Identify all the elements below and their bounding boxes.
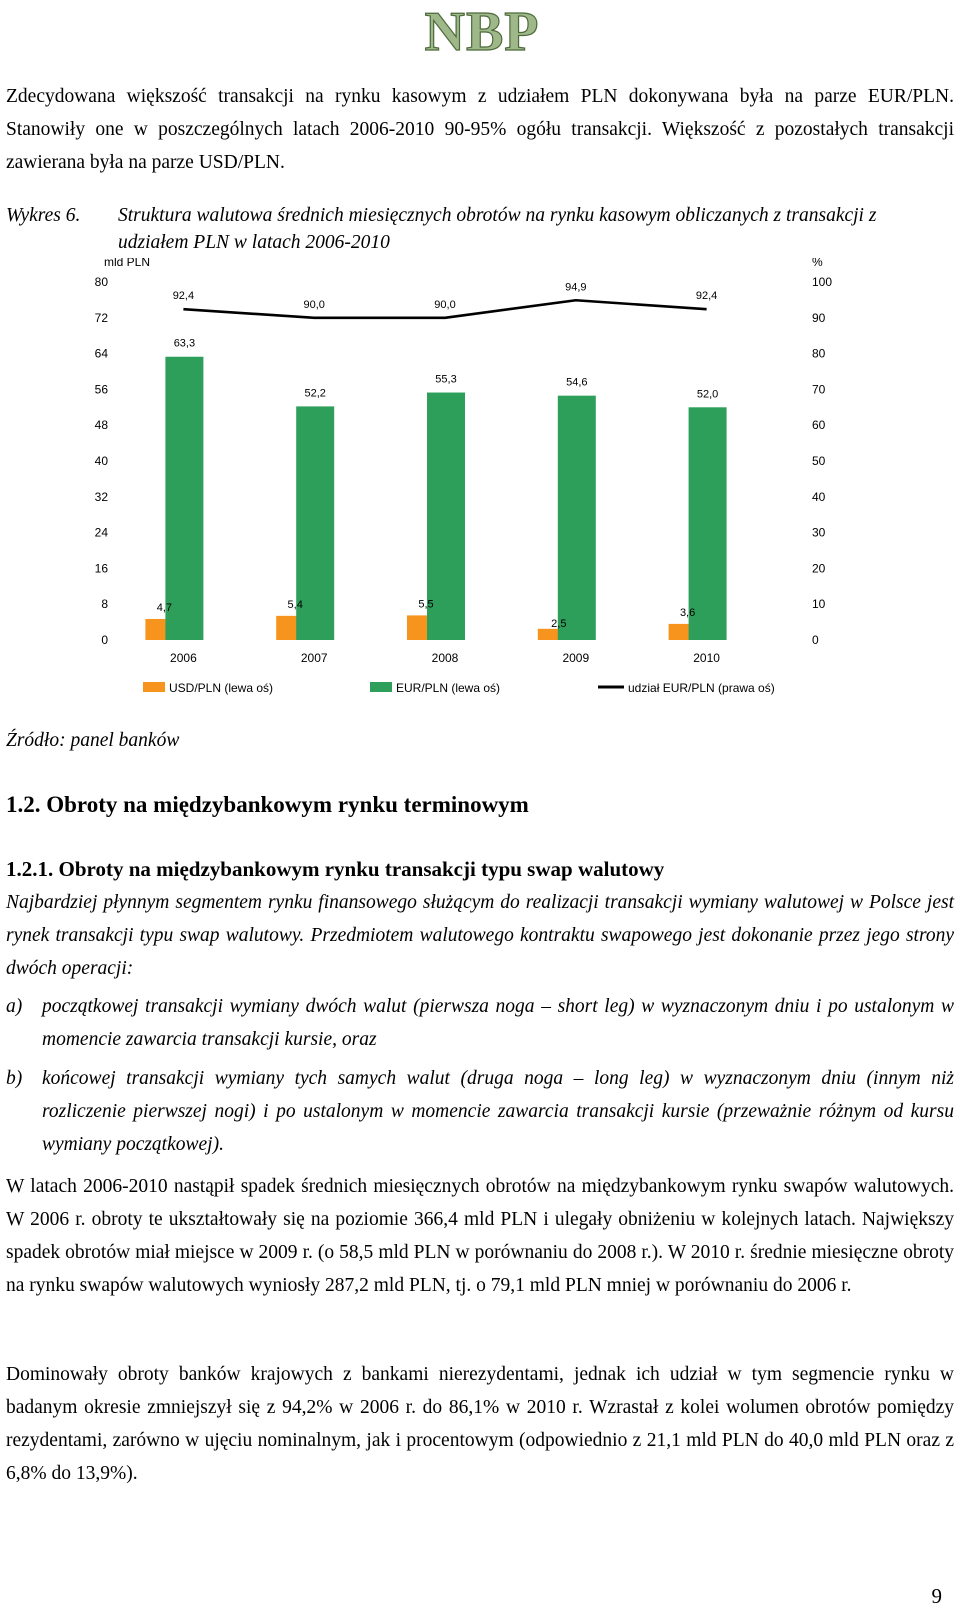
right-axis-tick-label: 70 (812, 382, 826, 397)
eur-pln-data-label: 63,3 (173, 337, 196, 350)
figure-source: Źródło: panel banków (6, 730, 180, 751)
usd-pln-data-label: 2,5 (551, 617, 567, 630)
right-axis-tick-label: 80 (812, 346, 826, 361)
subsection-heading: 1.2.1. Obroty na międzybankowym rynku transakcji typu swap walutowy (6, 857, 665, 881)
x-axis-tick-label: 2010 (693, 651, 720, 665)
eur-share-data-label: 92,4 (695, 290, 718, 303)
left-axis-tick-label: 24 (94, 525, 108, 540)
eur-pln-data-label: 52,2 (304, 387, 326, 400)
right-axis-tick-label: 0 (812, 633, 819, 647)
left-axis-tick-label: 8 (101, 597, 108, 612)
x-axis-tick-label: 2009 (562, 651, 590, 665)
left-axis-tick-label: 72 (94, 310, 108, 325)
eur-pln-bar (689, 407, 727, 640)
eur-pln-bar (165, 357, 203, 640)
x-axis-tick-label: 2006 (170, 651, 197, 665)
right-axis-tick-label: 50 (812, 454, 826, 468)
eur-pln-data-label: 52,0 (696, 388, 719, 401)
eur-pln-bar (558, 396, 596, 640)
usd-pln-data-label: 3,6 (679, 606, 696, 619)
legend-label: EUR/PLN (lewa oś) (396, 681, 501, 695)
right-axis-tick-label: 20 (812, 561, 826, 576)
usd-pln-data-label: 4,7 (156, 601, 173, 614)
list-marker: a) (6, 996, 23, 1017)
eur-pln-data-label: 54,6 (566, 376, 588, 389)
figure-title: Struktura walutowa średnich miesięcznych obrotów na rynku kasowym obliczanych z transakcji z udziałem PLN w latach 2006-2010 (118, 205, 877, 253)
eur-pln-data-label: 55,3 (435, 373, 457, 386)
right-axis-tick-label: 40 (812, 489, 826, 504)
right-axis-tick-label: 30 (812, 525, 826, 540)
left-axis-tick-label: 80 (94, 275, 108, 289)
eur-share-data-label: 92,4 (172, 290, 195, 303)
page-number: 9 (931, 1584, 942, 1608)
right-axis-unit: % (812, 258, 823, 269)
nbp-logo: NBP (424, 1, 540, 63)
section-heading: 1.2. Obroty na międzybankowym rynku terminowym (6, 792, 529, 817)
left-axis-tick-label: 0 (101, 633, 108, 647)
list-marker: b) (6, 1068, 23, 1089)
body-paragraph-2: W latach 2006-2010 nastąpił spadek średnich miesięcznych obrotów na międzybankowym rynku swapów walutowych. W 2006 r. obroty te ukształtowały się na poziomie 366,4 mld PLN i ulegały obniżeniu w kolejnych latach. Największy spadek obrotów miał miejsce w 2009 r. (o 58,5 mld PLN w porównaniu do 2008 r.). W 2010 r. średnie miesięczne obroty na rynku swapów walutowych wyniosły 287,2 mld PLN, tj. o 79,1 mld PLN mniej w porównaniu do 2006 r. (6, 1176, 954, 1296)
eur-share-data-label: 90,0 (303, 298, 325, 311)
right-axis-tick-label: 90 (812, 310, 826, 325)
list-text: końcowej transakcji wymiany tych samych walut (druga noga – long leg) w wyznaczonym dniu (innym niż rozliczenie pierwszej nogi) i po ustalonym w momencie zawarcia transakcji kursie (przeważnie różnym od kursu wymiany początkowej). (42, 1068, 954, 1155)
currency-structure-chart (0, 258, 960, 714)
usd-pln-data-label: 5,5 (418, 598, 434, 611)
left-axis-tick-label: 40 (94, 454, 108, 468)
left-axis-unit: mld PLN (104, 258, 151, 269)
right-axis-tick-label: 60 (812, 418, 826, 433)
right-axis-tick-label: 10 (812, 597, 826, 612)
left-axis-tick-label: 16 (94, 561, 108, 576)
left-axis-tick-label: 56 (94, 382, 108, 397)
eur-share-data-label: 90,0 (434, 298, 456, 311)
x-axis-tick-label: 2008 (431, 651, 459, 665)
legend-swatch (370, 682, 392, 692)
body-paragraph-3: Dominowały obroty banków krajowych z bankami nierezydentami, jednak ich udział w tym segmencie rynku w badanym okresie zmniejszył się z 94,2% w 2006 r. do 86,1% w 2010 r. Wzrastał z kolei wolumen obrotów pomiędzy rezydentami, zarówno w ujęciu nominalnym, jak i procentowym (odpowiednio z 21,1 mld PLN do 40,0 mld PLN oraz z 6,8% do 13,9%). (6, 1364, 954, 1484)
eur-share-data-label: 94,9 (565, 281, 587, 294)
intro-paragraph: Zdecydowana większość transakcji na rynku kasowym z udziałem PLN dokonywana była na parze EUR/PLN. Stanowiły one w poszczególnych latach 2006-2010 90-95% ogółu transakcji. Większość z pozostałych transakcji zawierana była na parze USD/PLN. (6, 86, 954, 173)
right-axis-tick-label: 100 (812, 275, 833, 289)
left-axis-tick-label: 48 (94, 418, 108, 433)
legend-label: udział EUR/PLN (prawa oś) (628, 681, 775, 695)
left-axis-tick-label: 64 (94, 346, 108, 361)
figure-label: Wykres 6. (6, 205, 81, 226)
list-text: początkowej transakcji wymiany dwóch walut (pierwsza noga – short leg) w wyznaczonym dniu i po ustalonym w momencie zawarcia transakcji kursie, oraz (42, 996, 954, 1050)
left-axis-tick-label: 32 (94, 489, 108, 504)
legend-label: USD/PLN (lewa oś) (169, 681, 274, 695)
body-paragraph-1: Najbardziej płynnym segmentem rynku finansowego służącym do realizacji transakcji wymiany walutowej w Polsce jest rynek transakcji typu swap walutowy. Przedmiotem walutowego kontraktu swapowego jest dokonanie przez jego strony dwóch operacji: (6, 892, 954, 979)
legend-swatch (143, 682, 165, 692)
x-axis-tick-label: 2007 (300, 651, 328, 665)
usd-pln-data-label: 5,4 (287, 598, 303, 611)
